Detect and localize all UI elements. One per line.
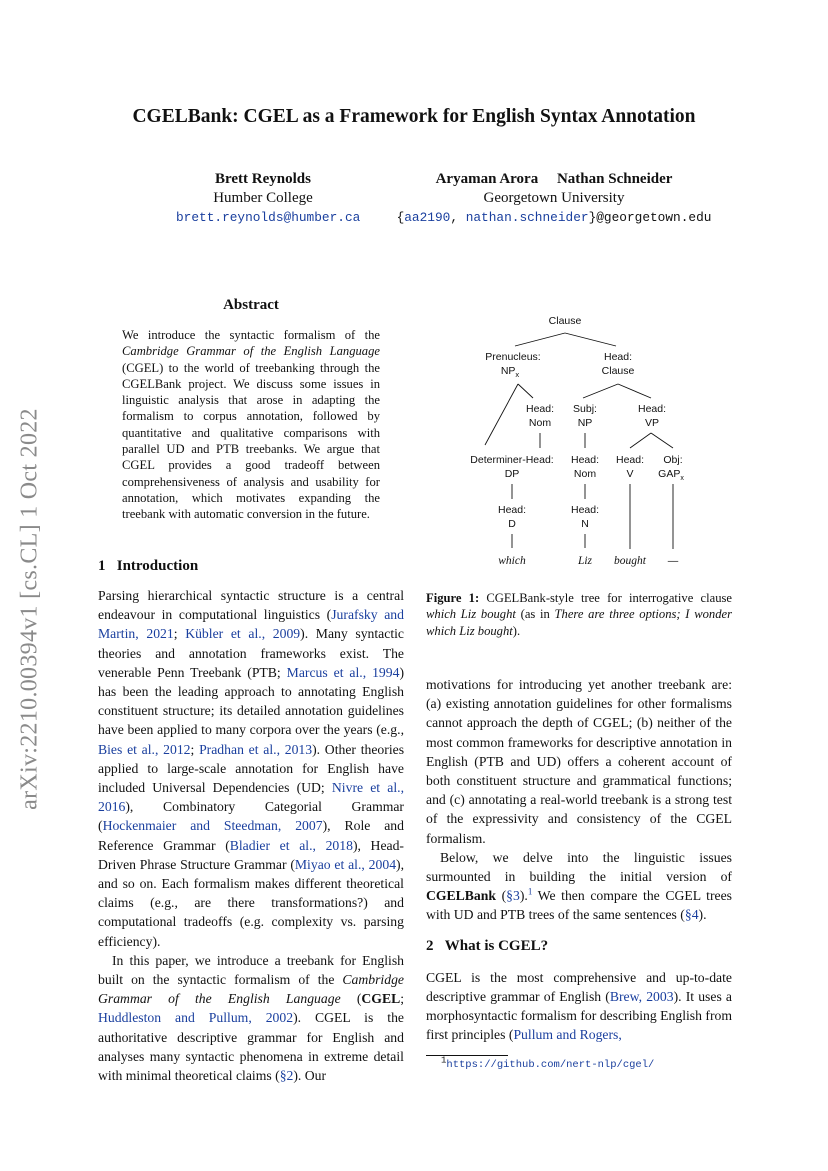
citation-link[interactable]: Hockenmaier and Steedman, 2007 [102,818,323,834]
section-title: Introduction [116,558,199,574]
abstract-text-italic: Cambridge Grammar of the English Language [122,344,380,359]
tree-node-category: $NP_x$ [500,365,520,379]
tree-leaf: Liz [577,555,593,567]
footnote-url-link[interactable]: https://github.com/nert-nlp/cgel/ [446,1059,655,1071]
caption-label: Figure 1: [426,591,480,605]
abstract-text: We introduce the syntactic formalism of the [122,328,380,342]
tree-node-function: Head: [637,403,667,415]
tree-node-category: $GAP_x$ [658,468,684,482]
email-brace: { [396,210,405,225]
tree-edge [518,384,533,398]
section-number: 1 [98,558,106,574]
citation-link[interactable]: Marcus et al., 1994 [286,664,400,680]
author-affiliation: Georgetown University [483,190,625,206]
author-affiliation: Humber College [213,190,313,206]
paragraph: CGEL is the most comprehensive and up-to-date descriptive grammar of English (Brew, 2003). It uses a morphosyntactic formalism for describing English from first principles (Pullum and Rogers, [426,969,733,1043]
abstract-heading: Abstract [223,297,279,313]
paragraph: In this paper, we introduce a treebank for English built on the syntactic formalism of the Cambridge Grammar of the English Language (CGEL; Huddleston and Pullum, 2002). CGEL is the authoritative descriptive grammar for English and analyses many syntactic phenomena in extreme detail with minimal theoretical claims (§2). Our [98,952,405,1084]
email-domain: }@georgetown.edu [588,210,712,225]
citation-link[interactable]: Pradhan et al., 2013 [199,741,313,757]
figure-caption: Figure 1: CGELBank-style tree for interrogative clause which Liz bought (as in There are three options; I wonder which Liz bought). [426,591,732,638]
author-block-right [392,170,716,227]
tree-edge [630,433,651,448]
tree-edge [618,384,651,398]
tree-node-category: DP [504,468,520,480]
intro-column [98,586,404,1085]
tree-node-function: Head: [570,454,600,466]
tree-leaf: which [498,555,526,567]
citation-link[interactable]: Huddleston and Pullum, 2002 [98,1010,294,1026]
tree-node-function: Head: [603,351,633,363]
citation-link[interactable]: Brew, 2003 [609,989,674,1005]
tree-node-category: VP [644,417,660,429]
author-name: Aryaman Arora [435,171,539,187]
section-title: What is CGEL? [444,937,549,954]
syntax-tree-figure [463,308,743,578]
tree-edge [651,433,673,448]
section-heading-introduction [98,558,404,575]
abstract-body [122,327,380,523]
section-ref-link[interactable]: §3 [506,888,520,904]
citation-link[interactable]: Bies et al., 2012 [98,741,191,757]
author-email[interactable]: brett.reynolds@humber.ca [176,210,361,225]
paragraph: motivations for introducing yet another treebank are: (a) existing annotation guidelines for other formalisms cannot approach the depth of CGEL; (b) neither of the most common frameworks for descriptive annotation in English (PTB and UD) offers a coherent account of both constituent structure and grammatical functions; and (c) annotating a real-world treebank is a strong test of the expressivity and consistency of the CGEL formalism. [426,677,732,846]
paragraph: Below, we delve into the linguistic issues surmounted in building the initial version of CGELBank (§3).$^1$ We then compare the CGEL trees with UD and PTB trees of the same sentences (§4). [426,849,732,923]
section-ref-link[interactable]: §2 [279,1068,294,1084]
email-sep: , [450,210,466,225]
tree-node-category: D [508,518,516,530]
citation-link[interactable]: Nivre et al., 2016 [98,780,404,815]
tree-node-category: V [626,468,634,480]
author-email[interactable]: nathan.schneider [465,210,589,225]
footnote [441,1055,655,1071]
section-ref-link[interactable]: §4 [684,907,699,923]
author-email-group [392,208,716,227]
tree-node-label: Clause [548,315,582,327]
tree-edge [515,333,565,346]
tree-edge [565,333,616,346]
section-heading-what-is-cgel [426,937,732,956]
footnote-rule [426,1055,508,1056]
author-email[interactable]: aa2190 [404,210,451,225]
right-column [426,675,732,1045]
paper-title: CGELBank: CGEL as a Framework for English Syntax Annotation [132,106,696,127]
footnote-number: 1 [441,1055,447,1066]
citation-link[interactable]: Bladier et al., 2018 [229,837,353,853]
tree-node-function: Head: [570,504,600,516]
arxiv-sidebar [10,378,50,840]
tree-edge [485,384,518,445]
tree-node-category: Clause [601,365,635,377]
tree-node-function: Subj: [573,403,597,415]
citation-link[interactable]: Miyao et al., 2004 [294,856,397,872]
author-name: Brett Reynolds [215,171,311,187]
tree-node-function: Head: [615,454,645,466]
tree-node-function: Obj: [663,454,683,466]
tree-node-category: Nom [573,468,597,480]
tree-node-function: Head: [525,403,555,415]
abstract-text: (CGEL) to the world of treebanking through the CGELBank project. We discuss some issues in linguistic analysis that arose in adapting the formalism to corpus annotation, followed by quantitative and qualitative comparisons with parallel UD and PTB treebanks. We argue that CGEL provides a good tradeoff between comprehensiveness of analysis and usability for annotation, which motivates expanding the treebank with automatic conversion in the future. [122,360,380,522]
tree-node-function: Head: [497,504,527,516]
arxiv-id: arXiv:2210.00394v1 [cs.CL] 1 Oct 2022 [16,408,43,810]
tree-edge [583,384,618,398]
author-name: Nathan Schneider [556,171,673,187]
tree-node-category: NP [577,417,593,429]
citation-link[interactable]: Pullum and Rogers [513,1027,619,1043]
tree-leaf: bought [614,555,646,567]
tree-node-function: Prenucleus: [485,351,541,363]
tree-leaf-gap: — [667,555,679,567]
citation-link[interactable]: Jurafsky and Martin, 2021 [98,607,404,642]
author-block-left [176,170,361,227]
footnote-mark[interactable]: 1 [527,886,533,897]
tree-node-category: Nom [528,417,552,429]
tree-node-function: Determiner-Head: [470,454,554,466]
tree-node-category: N [581,518,589,530]
paragraph: Parsing hierarchical syntactic structure is a central endeavour in computational linguistics (Jurafsky and Martin, 2021; Kübler et al., 2009). Many syntactic theories and annotation frameworks exist. The venerable Penn Treebank (PTB; Marcus et al., 1994) has been the leading approach to annotating English constituent structure; its detailed annotation guidelines have been applied to many corpora over the years (e.g., Bies et al., 2012; Pradhan et al., 2013). Other theories applied to large-scale annotation for English have included Universal Dependencies (UD; Nivre et al., 2016), Combinatory Categorial Grammar (Hockenmaier and Steedman, 2007), Role and Reference Grammar (Bladier et al., 2018), Head-Driven Phrase Structure Grammar (Miyao et al., 2004), and so on. Each formalism makes different theoretical claims (e.g., are there transformations?) and computational tradeoffs (e.g. complexity vs. parsing efficiency). [98,588,405,949]
section-number: 2 [426,937,434,954]
citation-link[interactable]: Kübler et al., 2009 [185,626,301,642]
